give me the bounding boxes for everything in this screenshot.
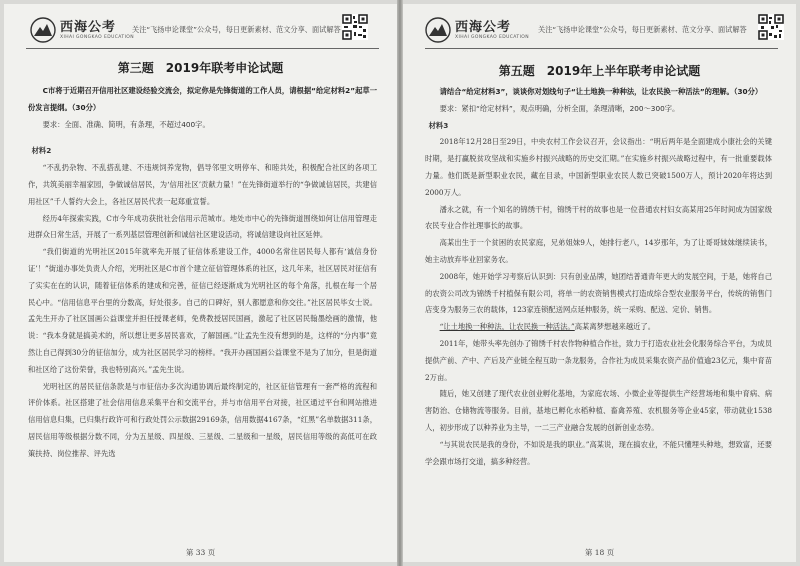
underlined-sentence: “让土地换一种种法，让农民换一种活法。”	[439, 322, 575, 332]
qr-code-icon	[758, 14, 784, 40]
material-paragraph: “不乱扔杂物、不乱搭乱建、不违规饲养宠物，倡导邻里文明停车、和睦共处，积极配合社区的各项工作，共筑美丽幸福家园，争做诚信居民，为‘信用社区’贡献力量！”在先锋街道举行的“争做诚信居民，共建信用社区”千人誓约大会上，各社区居民代表一起郑重宣誓。	[28, 163, 377, 206]
material-paragraph: 高某出生于一个贫困的农民家庭，兄弟姐妹9人，她排行老八，14岁那年，为了让哥哥妹妹继续读书，她主动放弃毕业回家务农。	[425, 238, 772, 264]
material-label: 材料3	[428, 120, 449, 130]
requirement-text: 要求：全面、准确、简明，有条理，不超过400字。	[42, 119, 210, 129]
brand-name: 西海公考	[455, 19, 512, 35]
sentence-tail: 高某离梦想越来越近了。	[574, 322, 656, 332]
left-page	[4, 4, 397, 562]
page-title: 第三题 2019年联考申论试题	[117, 61, 284, 75]
page-number: 第 33 页	[185, 548, 216, 557]
qr-code-icon	[342, 14, 368, 40]
page-header	[4, 4, 397, 52]
header-rule	[425, 48, 778, 49]
material-label: 材料2	[31, 146, 52, 156]
brand-name-en: XIHAI GONGKAO EDUCATION	[455, 34, 530, 40]
brand-name: 西海公考	[60, 19, 117, 35]
brand-name-en: XIHAI GONGKAO EDUCATION	[60, 34, 135, 40]
material-paragraph: 潘永之就，有一个知名的锦绣干村，锦绣干村的故事也是一位普通农村妇女高某用25年时间成为国家级农民专业合作社理事长的故事。	[425, 204, 772, 231]
question-text: C市将于近期召开信用社区建设经验交流会，拟定你是先锋街道的工作人员，请根据“给定材料2”起草一份发言提纲。（30分）	[28, 86, 377, 112]
material-paragraph: 2011年，她带头率先创办了锦绣千村农作物种植合作社，致力于打造农业社会化服务综合平台，为成员提供产前、产中、产后及产业链全程互助一条龙服务，合作社为成员采集农资产品价值逾23亿元，集中育苗2万亩。	[425, 338, 772, 382]
material-paragraph: 光明社区的居民征信条款是与市征信办多次沟通协调后最终制定的，社区征信管理有一套严格的流程和评价体系。社区搭建了社会信用信息采集平台和交流平台，并与市信用平台对接，社区通过平台和网站推进信用信息归集，已归集行政许可和行政处罚公示数据29169条，信用数据4167条，“红黑”名单数据311条，居民信用等级根据分数不同，分为五星级、四星级、三星级、二星级和一星级，居民信用等级的高低可在政策扶持、岗位推荐、评先选	[28, 381, 377, 458]
material-paragraph: “与其说农民是我的身份，不如说是我的职业。”高某说，现在搞农业，不能只懂埋头种地，想致富，还要学会跟市场打交道，搞多种经营。	[425, 439, 772, 466]
material-paragraph: “我们街道的光明社区2015年就率先开展了征信体系建设工作，4000名常住居民每人都有‘诚信身份证’！”街道办事处负责人介绍，光明社区是C市首个建立征信管理体系的社区，这几年来，社区居民对征信有了实实在在的认识，随着征信体系的建成和完善，征信已经逐渐成为光明社区的每个角落，扎根在每一个居民心中。“信用信息平台里的分数高，好处很多。自己的口碑好，别人都愿意和你交往。”社区居民毕女士说。孟先生开办了社区国画公益课堂并担任授课老师，免费教授居民国画，激起了社区居民翰墨绘画的激情，他说：“我本身就是搞美术的，所以想让更多居民喜欢，了解国画。”让孟先生没有想到的是，这样的“分内事”竟然让自己得到30分的征信加分，成为社区居民学习的榜样。“我开办画国画公益课堂不是为了加分，但是街道和社区给了这份荣誉，我也特别高兴。”孟先生说。	[28, 247, 377, 374]
material-paragraph: 2018年12月28日至29日，中央农村工作会议召开，会议指出：“明后两年是全面建成小康社会的关键时期，是打赢脱贫攻坚战和实施乡村振兴战略的历史交汇期。”在实施乡村振兴战略过程中，有一批重要载体力量。他们既是新型职业农民，藏在目录，中国新型职业农民人数已突破1500万人，预计2020年将达到2000万人。	[425, 137, 772, 197]
requirement-text: 要求：紧扣“给定材料”，观点明确，分析全面，条理清晰，200～300字。	[439, 103, 680, 113]
question-text: 请结合“给定材料3”，谈谈你对划线句子“让土地换一种种法，让农民换一种活法”的理解。（30分）	[439, 87, 763, 96]
header-rule	[26, 48, 379, 49]
question-body	[28, 83, 377, 463]
mountain-logo-icon	[425, 17, 451, 43]
material-paragraph: 经历4年探索实践，C市今年成功获批社会信用示范城市。地处市中心的先锋街道围绕如何让信用管理走进群众日常生活，开展了一系列基层管理创新和诚信社区建设活动，将诚信建设向社区延伸。	[28, 213, 377, 240]
mountain-logo-icon	[30, 17, 56, 43]
underlined-sentence-paragraph	[425, 319, 772, 336]
right-page	[403, 4, 796, 562]
question-body	[425, 84, 772, 470]
header-slogan: 关注“飞扬申论课堂”公众号，每日更新素材、范文分享、面试解答	[132, 25, 341, 34]
material-paragraph: 2008年，她开始学习考察后认识到：只有创业品牌，她团结普通青年更大的发展空间，于是，她将自己的农资公司改为锦绣千村植保有限公司，将单一的农资销售模式打造成综合型农业服务平台，传统的销售门店变身为服务三农的载体，123家连锁配送网点延伸服务，统一采购、配送、定价、销售。	[425, 271, 772, 315]
brand-logo	[425, 16, 529, 44]
page-header	[403, 4, 796, 52]
brand-logo	[30, 16, 134, 44]
page-number: 第 18 页	[584, 548, 615, 557]
material-paragraph: 随后，她又创建了现代农业创业孵化基地，为家庭农场、小微企业等提供生产经营场地和集中育病、病害防治、仓储物流等服务。目前，基地已孵化水稻种植、畜禽养殖、农机服务等企业45家，带动就业1538人，初步形成了以种养业为主导，一二三产业融合发展的创新创业态势。	[425, 389, 772, 432]
header-slogan: 关注“飞扬申论课堂”公众号，每日更新素材、范文分享、面试解答	[538, 25, 747, 34]
page-title: 第五题 2019年上半年联考申论试题	[498, 64, 701, 78]
